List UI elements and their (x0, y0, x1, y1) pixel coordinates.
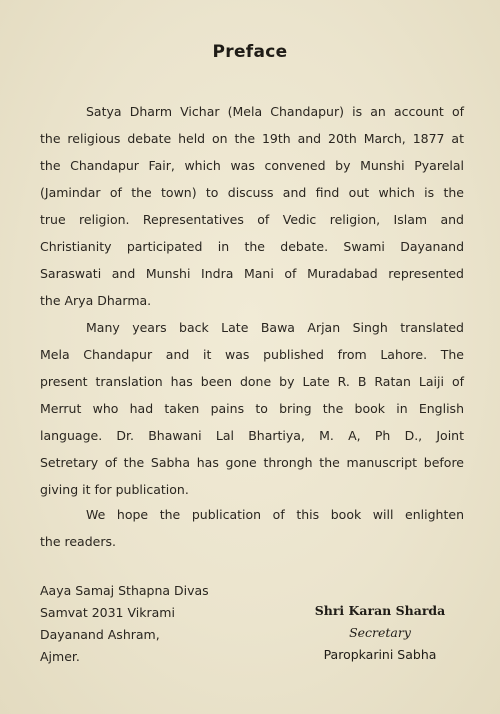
text-line: Many years back Late Bawa Arjan Singh translated (86, 320, 464, 335)
paragraph-2 (40, 314, 464, 503)
dateline-address (40, 580, 209, 668)
page-title: Preface (212, 42, 288, 62)
text-line: We hope the publication of this book will enlighten (86, 507, 464, 522)
text-line: (Jamindar of the town) to discuss and find out which is the (40, 185, 464, 200)
text-line: the Chandapur Fair, which was convened by Munshi Pyarelal (40, 158, 464, 173)
signatory-organization: Paropkarini Sabha (323, 647, 437, 662)
signatory-role: Secretary (349, 625, 411, 640)
address-line: Aaya Samaj Sthapna Divas (40, 583, 209, 598)
signatory-name: Shri Karan Sharda (314, 603, 446, 618)
text-line: Mela Chandapur and it was published from Lahore. The (40, 347, 464, 362)
signature-block (300, 600, 460, 666)
text-line: true religion. Representatives of Vedic religion, Islam and (40, 212, 464, 227)
paragraph-3 (40, 501, 464, 555)
text-line: giving it for publication. (40, 482, 189, 497)
text-line: present translation has been done by Late R. B Ratan Laiji of (40, 374, 464, 389)
text-line: Satya Dharm Vichar (Mela Chandapur) is an account of (86, 104, 464, 119)
address-line: Dayanand Ashram, (40, 627, 160, 642)
text-line: the Arya Dharma. (40, 293, 152, 308)
text-line: Christianity participated in the debate. Swami Dayanand (40, 239, 464, 254)
text-line: Saraswati and Munshi Indra Mani of Muradabad represented (40, 266, 464, 281)
paragraph-1 (40, 98, 464, 314)
text-line: language. Dr. Bhawani Lal Bhartiya, M. A, Ph D., Joint (40, 428, 464, 443)
address-line: Samvat 2031 Vikrami (40, 605, 175, 620)
text-line: the religious debate held on the 19th and 20th March, 1877 at (40, 131, 464, 146)
address-line: Ajmer. (40, 649, 80, 664)
text-line: Setretary of the Sabha has gone throngh the manuscript before (40, 455, 464, 470)
text-line: the readers. (40, 534, 116, 549)
text-line: Merrut who had taken pains to bring the book in English (40, 401, 464, 416)
